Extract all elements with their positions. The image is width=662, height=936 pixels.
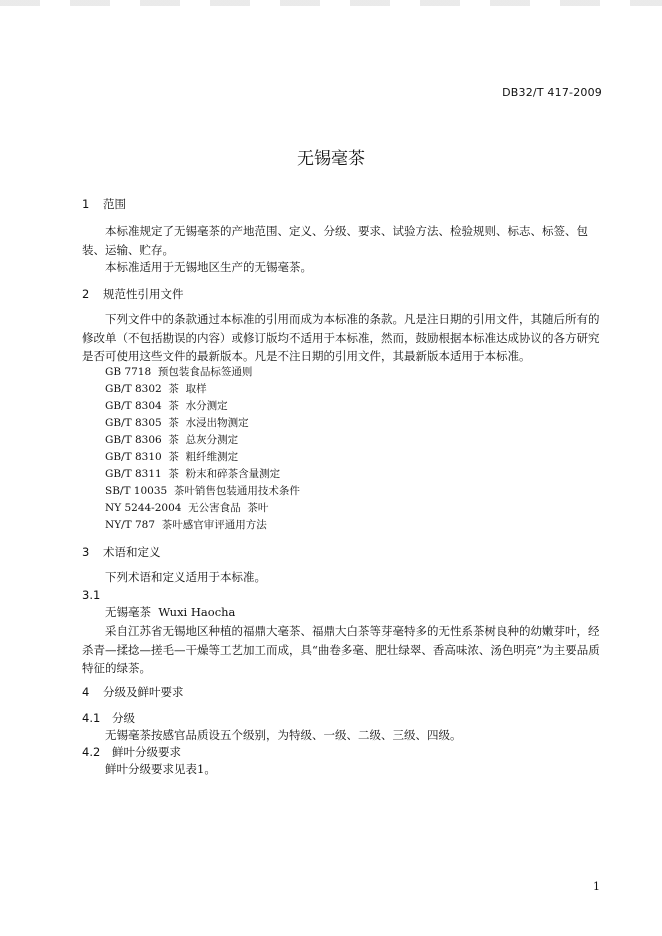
clause-4-2-paragraph: 鲜叶分级要求见表1。 [105,762,216,776]
section-4-heading [82,684,184,700]
page-number: 1 [593,880,600,893]
reference-title: 茶 粉末和碎茶含量测定 [168,468,281,480]
reference-item [105,500,268,515]
section-3-heading [82,544,161,560]
reference-title: 茶 水浸出物测定 [168,417,249,429]
section-number: 3 [82,545,90,559]
section-number: 1 [82,197,90,211]
section-1-heading [82,196,126,212]
scan-artifact [0,0,662,6]
reference-item [105,483,300,498]
section-1-paragraph-1: 本标准规定了无锡毫茶的产地范围、定义、分级、要求、试验方法、检验规则、标志、标签、包装、运输、贮存。 [82,224,588,257]
reference-code: NY/T 787 [105,519,156,531]
reference-code: GB/T 8306 [105,434,162,446]
reference-code: SB/T 10035 [105,485,168,497]
reference-item [105,517,267,532]
section-3-paragraph-1: 下列术语和定义适用于本标准。 [105,570,266,584]
reference-item [105,381,207,396]
reference-title: 茶叶感官审评通用方法 [161,519,267,531]
section-2-paragraph-1: 下列文件中的条款通过本标准的引用而成为本标准的条款。凡是注日期的引用文件，其随后所有的修改单（不包括勘误的内容）或修订版均不适用于本标准，然而，鼓励根据本标准达成协议的各方研究是否可使用这些文件的最新版本。凡是不注日期的引用文件，其最新版本适用于本标准。 [82,312,600,363]
term-entry [105,604,235,620]
section-2-heading [82,286,184,302]
clause-number: 4.2 [82,745,101,759]
clause-4-2-heading [82,744,181,760]
reference-title: 茶 粗纤维测定 [168,451,239,463]
reference-title: 无公害食品 茶叶 [188,502,269,514]
reference-code: GB/T 8310 [105,451,162,463]
reference-item [105,432,238,447]
reference-item [105,364,252,379]
section-1-paragraph-2: 本标准适用于无锡地区生产的无锡毫茶。 [105,260,312,274]
clause-4-1-paragraph: 无锡毫茶按感官品质设五个级别，为特级、一级、二级、三级、四级。 [105,728,462,742]
reference-title: 预包装食品标签通则 [157,366,253,378]
reference-title: 茶 取样 [168,383,207,395]
clause-title: 鲜叶分级要求 [112,745,181,759]
reference-code: NY 5244-2004 [105,502,182,514]
section-title: 术语和定义 [103,545,161,559]
reference-code: GB/T 8302 [105,383,162,395]
reference-code: GB/T 8311 [105,468,162,480]
term-definition: 采自江苏省无锡地区种植的福鼎大毫茶、福鼎大白茶等芽毫特多的无性系茶树良种的幼嫩芽叶，经杀青—揉捻—搓毛—干燥等工艺加工而成，具“曲卷多毫、肥壮绿翠、香高味浓、汤色明亮”为主要品质特征的绿茶。 [82,624,600,675]
reference-title: 茶叶销售包装通用技术条件 [173,485,300,497]
section-title: 规范性引用文件 [103,287,184,301]
reference-code: GB 7718 [105,366,152,378]
document-title: 无锡毫茶 [297,149,365,169]
clause-4-1-heading [82,710,135,726]
reference-code: GB/T 8305 [105,417,162,429]
section-title: 范围 [103,197,126,211]
clause-3-1-number: 3.1 [82,588,101,602]
reference-item [105,449,238,464]
reference-item [105,466,280,481]
reference-code: GB/T 8304 [105,400,162,412]
term-english: Wuxi Haocha [158,605,236,619]
clause-number: 4.1 [82,711,101,725]
section-title: 分级及鲜叶要求 [103,685,184,699]
section-number: 2 [82,287,90,301]
section-number: 4 [82,685,90,699]
reference-title: 茶 总灰分测定 [168,434,239,446]
term-chinese: 无锡毫茶 [105,605,151,619]
reference-item [105,415,249,430]
reference-title: 茶 水分测定 [168,400,228,412]
standard-code: DB32/T 417-2009 [502,86,602,99]
clause-title: 分级 [112,711,135,725]
reference-item [105,398,228,413]
